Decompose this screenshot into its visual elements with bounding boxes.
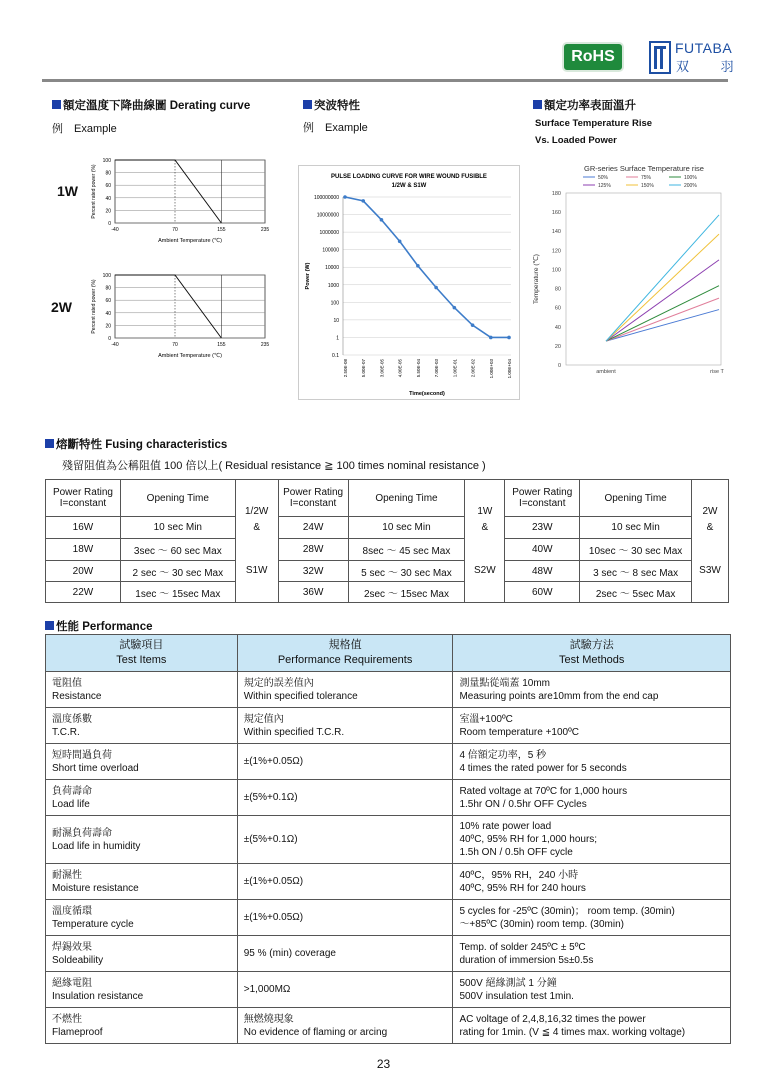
fusing-power-header: Power Rating I=constant <box>278 480 348 517</box>
table-cell: 耐濕性 Moisture resistance <box>46 864 238 900</box>
fusing-header-row <box>46 480 729 517</box>
table-row <box>46 900 731 936</box>
y-tick-label: 80 <box>105 170 111 177</box>
table-cell: 32W <box>278 561 348 582</box>
table-row <box>46 539 729 561</box>
data-point <box>489 336 493 340</box>
x-axis-label: Ambient Temperature (℃) <box>158 238 222 244</box>
y-tick-label: 20 <box>105 208 111 215</box>
x-tick-label: ambient <box>596 369 616 375</box>
series-line <box>606 286 719 341</box>
x-tick-label: 1.00E+04 <box>507 359 512 379</box>
header-test-items: 試驗項目 Test Items <box>46 635 238 672</box>
table-cell: 負荷壽命 Load life <box>46 780 238 816</box>
data-point <box>380 218 384 222</box>
header-requirements: 規格值 Performance Requirements <box>237 635 453 672</box>
bullet-square-icon <box>52 100 61 109</box>
derating-title: 額定溫度下降曲線圖 Derating curve <box>52 97 250 113</box>
table-cell: 3 sec ～ 8 sec Max <box>580 561 692 582</box>
table-cell: S3W <box>692 539 729 603</box>
x-tick-label: 2.00E-02 <box>470 359 476 378</box>
data-point <box>471 323 475 327</box>
table-cell: AC voltage of 2,4,8,16,32 times the power rating for 1min. (V ≦ 4 times max. working voltage) <box>453 1008 731 1044</box>
y-tick-label: 120 <box>551 248 561 255</box>
table-cell: 無燃燒現象 No evidence of flaming or arcing <box>237 1008 453 1044</box>
y-tick-label: 1000000 <box>319 230 339 237</box>
legend-label: 100% <box>684 175 697 181</box>
table-cell: 60W <box>505 582 580 603</box>
y-tick-label: 100 <box>551 267 561 274</box>
y-tick-label: 60 <box>554 305 561 312</box>
legend-label: 50% <box>598 175 609 181</box>
table-row <box>46 936 731 972</box>
data-point <box>343 195 347 199</box>
table-cell: 5 cycles for -25ºC (30min)； room temp. (30min) ～+85ºC (30min) room temp. (30min) <box>453 900 731 936</box>
x-tick-label: -40 <box>111 227 119 233</box>
group-label-cell: 1W <box>465 480 505 517</box>
chart-title-line1: PULSE LOADING CURVE FOR WIRE WOUND FUSIBLE <box>331 174 487 180</box>
group-label-cell: 2W <box>692 480 729 517</box>
y-tick-label: 40 <box>105 310 111 317</box>
brand-name-zh: 双 羽 <box>676 59 748 74</box>
y-tick-label: 10000 <box>325 265 339 272</box>
y-axis-label: Power (W) <box>305 262 311 290</box>
data-point <box>416 264 420 268</box>
derating-chart-1w <box>85 155 295 245</box>
table-cell: 10 sec Min <box>120 517 235 539</box>
bullet-square-icon <box>45 621 54 630</box>
x-tick-label: 5.00E-07 <box>361 359 367 378</box>
table-cell: 5 sec ～ 30 sec Max <box>348 561 465 582</box>
performance-title: 性能 Performance <box>45 618 153 634</box>
x-tick-label: 235 <box>260 227 270 233</box>
x-tick-label: 7.00E-03 <box>434 359 440 378</box>
table-cell: 95 % (min) coverage <box>237 936 453 972</box>
table-cell: 2sec ～ 5sec Max <box>580 582 692 603</box>
y-tick-label: 140 <box>551 229 561 236</box>
table-cell: >1,000MΩ <box>237 972 453 1008</box>
table-row <box>46 517 729 539</box>
derating-curve <box>115 160 221 223</box>
table-cell: 電阻值 Resistance <box>46 672 238 708</box>
table-cell: ±(1%+0.05Ω) <box>237 744 453 780</box>
derating-2w-label: 2W <box>51 299 72 315</box>
table-cell: 室溫+100ºC Room temperature +100ºC <box>453 708 731 744</box>
rohs-badge: RoHS <box>562 42 624 72</box>
series-line <box>606 215 719 341</box>
y-tick-label: 160 <box>551 210 561 217</box>
table-cell: 8sec ～ 45 sec Max <box>348 539 465 561</box>
derating-curve <box>115 275 221 338</box>
table-row <box>46 1008 731 1044</box>
pulse-title: 突波特性 <box>303 97 360 113</box>
x-tick-label: 3.00E-05 <box>379 359 385 378</box>
y-tick-label: 10000000 <box>316 212 339 219</box>
y-tick-label: 20 <box>554 343 561 350</box>
data-point <box>398 239 402 243</box>
surface-subtitle-2: Vs. Loaded Power <box>535 135 617 146</box>
pulse-chart <box>298 165 520 400</box>
y-tick-label: 0 <box>557 363 561 369</box>
y-tick-label: 60 <box>105 298 111 305</box>
table-row <box>46 708 731 744</box>
table-row <box>46 561 729 582</box>
derating-example: 例 Example <box>52 123 117 135</box>
table-row <box>46 972 731 1008</box>
x-tick-label: -40 <box>111 342 119 348</box>
table-cell: 10% rate power load 40ºC, 95% RH for 1,000 hours; 1.5h ON / 0.5h OFF cycle <box>453 816 731 864</box>
table-cell: 2 sec ～ 30 sec Max <box>120 561 235 582</box>
table-row <box>46 780 731 816</box>
table-cell: 規定的誤差值內 Within specified tolerance <box>237 672 453 708</box>
table-cell: 3sec ～ 60 sec Max <box>120 539 235 561</box>
fusing-time-header: Opening Time <box>348 480 465 517</box>
table-cell: 溫度係數 T.C.R. <box>46 708 238 744</box>
table-cell: 10 sec Min <box>580 517 692 539</box>
table-cell: 24W <box>278 517 348 539</box>
series-line <box>606 260 719 341</box>
table-cell: 焊錫效果 Soldeability <box>46 936 238 972</box>
table-row <box>46 816 731 864</box>
header-test-methods: 試驗方法 Test Methods <box>453 635 731 672</box>
derating-1w-label: 1W <box>57 183 78 199</box>
x-tick-label: rise T <box>710 369 724 375</box>
table-cell: 40ºC，95% RH，240 小時 40ºC, 95% RH for 240 hours <box>453 864 731 900</box>
group-label-cell: 1/2W <box>235 480 278 517</box>
table-cell: S2W <box>465 539 505 603</box>
table-cell: 4 倍額定功率，5 秒 4 times the rated power for 5 seconds <box>453 744 731 780</box>
data-point <box>507 336 511 340</box>
page-number: 23 <box>376 1057 391 1071</box>
table-cell: 1sec ～ 15sec Max <box>120 582 235 603</box>
fusing-title: 熔斷特性 Fusing characteristics <box>45 436 227 452</box>
x-tick-label: 155 <box>217 342 226 348</box>
surface-subtitle-1: Surface Temperature Rise <box>535 118 653 129</box>
x-tick-label: 70 <box>172 342 178 348</box>
y-axis-label: Percent rated power (%) <box>91 279 97 334</box>
legend-label: 125% <box>598 183 611 189</box>
chart-title: GR-series Surface Temperature rise <box>584 164 704 173</box>
y-tick-label: 0.1 <box>332 353 339 359</box>
table-cell: 40W <box>505 539 580 561</box>
table-cell: 500V 絕緣測試 1 分鐘 500V insulation test 1min. <box>453 972 731 1008</box>
derating-chart-2w <box>85 270 295 360</box>
surface-title: 額定功率表面溫升 <box>533 97 636 113</box>
table-cell: 規定值內 Within specified T.C.R. <box>237 708 453 744</box>
legend-label: 150% <box>641 183 654 189</box>
y-axis-label: Temperature (℃) <box>533 254 540 304</box>
table-cell: 測量點從端蓋 10mm Measuring points are10mm from the end cap <box>453 672 731 708</box>
data-point <box>361 199 365 203</box>
table-cell: 短時間過負荷 Short time overload <box>46 744 238 780</box>
fusing-note: 殘留阻值為公稱阻值 100 倍以上( Residual resistance ≧ 100 times nominal resistance ) <box>62 460 486 472</box>
y-tick-label: 40 <box>105 195 111 202</box>
table-cell: ±(5%+0.1Ω) <box>237 816 453 864</box>
table-row <box>46 582 729 603</box>
chart-title-line2: 1/2W & S1W <box>391 183 427 189</box>
table-cell: 2sec ～ 15sec Max <box>348 582 465 603</box>
table-cell: 28W <box>278 539 348 561</box>
table-cell: 48W <box>505 561 580 582</box>
x-tick-label: 4.00E-05 <box>397 359 403 378</box>
table-cell: 不燃性 Flameproof <box>46 1008 238 1044</box>
brand-name-en: FUTABA <box>675 40 733 56</box>
x-tick-label: 155 <box>217 227 226 233</box>
x-tick-label: 2.50E-08 <box>343 359 348 378</box>
y-tick-label: 20 <box>105 323 111 330</box>
table-cell: S1W <box>235 539 278 603</box>
table-cell: 22W <box>46 582 121 603</box>
futaba-logo-icon <box>649 41 671 74</box>
y-tick-label: 1000 <box>327 282 339 289</box>
header-divider <box>42 79 728 82</box>
table-cell: & <box>692 517 729 539</box>
plot-frame <box>115 160 265 223</box>
y-tick-label: 100 <box>102 158 111 164</box>
x-axis-label: Time(second) <box>409 391 445 397</box>
x-tick-label: 5.50E-04 <box>415 359 421 378</box>
y-axis-label: Percent rated power (%) <box>91 164 97 219</box>
table-cell: Rated voltage at 70ºC for 1,000 hours 1.5hr ON / 0.5hr OFF Cycles <box>453 780 731 816</box>
x-axis-label: Ambient Temperature (℃) <box>158 353 222 359</box>
x-tick-label: 70 <box>172 227 178 233</box>
y-tick-label: 80 <box>554 286 561 293</box>
performance-header-row <box>46 635 731 672</box>
bullet-square-icon <box>45 439 54 448</box>
pulse-example: 例 Example <box>303 122 368 134</box>
series-line <box>606 298 719 341</box>
table-cell: 溫度循環 Temperature cycle <box>46 900 238 936</box>
bullet-square-icon <box>533 100 542 109</box>
y-tick-label: 10 <box>333 317 339 324</box>
y-tick-label: 1 <box>336 335 339 342</box>
table-cell: 耐濕負荷壽命 Load life in humidity <box>46 816 238 864</box>
y-tick-label: 40 <box>554 324 561 331</box>
fusing-time-header: Opening Time <box>120 480 235 517</box>
y-tick-label: 80 <box>105 285 111 292</box>
table-cell: 20W <box>46 561 121 582</box>
table-cell: ±(5%+0.1Ω) <box>237 780 453 816</box>
table-cell: 23W <box>505 517 580 539</box>
table-cell: 絕緣電阻 Insulation resistance <box>46 972 238 1008</box>
table-cell: 18W <box>46 539 121 561</box>
fusing-table <box>45 479 729 603</box>
table-cell: & <box>465 517 505 539</box>
table-row <box>46 672 731 708</box>
y-tick-label: 100 <box>102 273 111 279</box>
y-tick-label: 100000000 <box>313 195 339 201</box>
plot-frame <box>566 193 721 365</box>
bullet-square-icon <box>303 100 312 109</box>
table-cell: 10 sec Min <box>348 517 465 539</box>
fusing-time-header: Opening Time <box>580 480 692 517</box>
table-cell: ±(1%+0.05Ω) <box>237 900 453 936</box>
y-tick-label: 100 <box>330 300 339 307</box>
fusing-power-header: Power Rating I=constant <box>505 480 580 517</box>
performance-table <box>45 634 731 1044</box>
table-cell: Temp. of solder 245ºC ± 5ºC duration of immersion 5s±0.5s <box>453 936 731 972</box>
y-tick-label: 100000 <box>322 247 339 254</box>
surface-temp-chart <box>530 160 730 380</box>
y-tick-label: 0 <box>108 336 111 342</box>
table-row <box>46 864 731 900</box>
table-row <box>46 744 731 780</box>
y-tick-label: 180 <box>551 191 561 197</box>
table-cell: 10sec ～ 30 sec Max <box>580 539 692 561</box>
plot-frame <box>115 275 265 338</box>
data-point <box>453 306 457 310</box>
legend-label: 75% <box>641 175 652 181</box>
legend-label: 200% <box>684 183 697 189</box>
fusing-power-header: Power Rating I=constant <box>46 480 121 517</box>
x-tick-label: 235 <box>260 342 270 348</box>
x-tick-label: 1.00E+03 <box>488 359 494 379</box>
data-point <box>434 286 438 290</box>
table-cell: & <box>235 517 278 539</box>
table-cell: 36W <box>278 582 348 603</box>
x-tick-label: 1.00E-01 <box>452 359 458 378</box>
y-tick-label: 60 <box>105 183 111 190</box>
table-cell: 16W <box>46 517 121 539</box>
y-tick-label: 0 <box>108 221 111 227</box>
table-cell: ±(1%+0.05Ω) <box>237 864 453 900</box>
